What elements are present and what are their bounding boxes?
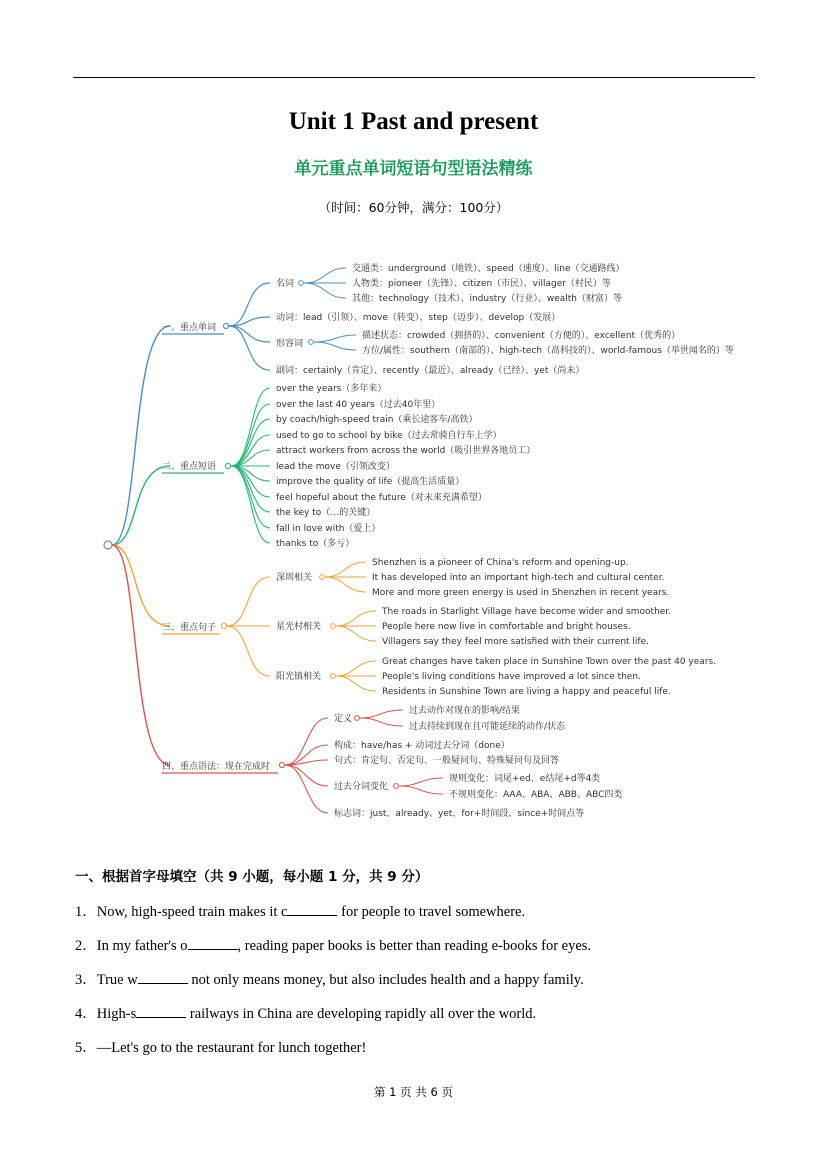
mind-map-item: the key to（…的关键） xyxy=(276,508,376,518)
question-text-before: Now, high-speed train makes it c xyxy=(96,904,288,920)
mind-map-item: 规则变化：词尾+ed、e结尾+d等4类 xyxy=(449,774,601,784)
question-1 xyxy=(75,900,525,921)
mind-map-item: over the years（多年来） xyxy=(276,384,387,394)
mind-map-item: More and more green energy is used in Shenzhen in recent years. xyxy=(372,588,670,598)
mind-map-item: 人物类：pioneer（先锋）、citizen（市民）、villager（村民）等 xyxy=(352,279,611,289)
question-text-before: High-s xyxy=(96,1006,137,1022)
page-subtitle: 单元重点单词短语句型语法精练 xyxy=(294,159,533,179)
header-rule xyxy=(73,77,755,78)
group-label: 深圳相关 xyxy=(276,573,313,583)
page-title: Unit 1 Past and present xyxy=(288,108,539,135)
mind-map-item: People here now live in comfortable and bright houses. xyxy=(382,622,631,632)
mind-map-root-node xyxy=(104,541,112,549)
question-number: 1． xyxy=(75,904,97,920)
mind-map-item: 描述状态：crowded（拥挤的）、convenient（方便的）、excellent（优秀的） xyxy=(362,331,681,341)
mind-map-item: improve the quality of life（提高生活质量） xyxy=(276,477,465,487)
mind-map-item: feel hopeful about the future（对未来充满希望） xyxy=(276,493,487,503)
answer-blank[interactable] xyxy=(136,1005,186,1018)
group-label: 星光村相关 xyxy=(276,622,322,632)
question-number: 5． xyxy=(75,1040,97,1056)
mind-map-item: over the last 40 years（过去40年里） xyxy=(276,400,441,410)
question-text-after: , reading paper books is better than reading e-books for eyes. xyxy=(237,938,592,954)
section-heading: 一、根据首字母填空（共 9 小题，每小题 1 分，共 9 分） xyxy=(75,869,429,885)
question-4 xyxy=(75,1002,536,1023)
group-label: 名词 xyxy=(276,279,295,289)
branch-label: 一、重点单词 xyxy=(162,323,217,333)
page-footer: 第 1 页 共 6 页 xyxy=(374,1085,453,1099)
mind-map-item: Residents in Sunshine Town are living a happy and peaceful life. xyxy=(382,687,671,697)
group-label: 构成：have/has + 动词过去分词（done） xyxy=(334,741,510,751)
question-3 xyxy=(75,968,584,989)
group-label: 定义 xyxy=(334,714,353,724)
branch-key-words xyxy=(162,262,734,376)
answer-blank[interactable] xyxy=(138,971,188,984)
question-text-after: for people to travel somewhere. xyxy=(337,904,526,920)
mind-map-item: 过去持续到现在且可能延续的动作/状态 xyxy=(409,722,566,732)
group-label: 副词：certainly（肯定）、recently（最近）、already（已经）、yet（尚未） xyxy=(276,366,585,376)
mind-map-item: People's living conditions have improved a lot since then. xyxy=(382,672,641,682)
question-5 xyxy=(75,1036,366,1057)
question-number: 3． xyxy=(75,972,97,988)
mind-map-item: used to go to school by bike（过去常骑自行车上学） xyxy=(276,431,502,441)
time-info: （时间：60分钟，满分：100分） xyxy=(318,200,509,215)
branch-label: 二、重点短语 xyxy=(162,462,217,472)
mind-map-item: attract workers from across the world（吸引世界各地员工） xyxy=(276,446,536,456)
mind-map-item: Great changes have taken place in Sunshine Town over the past 40 years. xyxy=(382,657,717,667)
group-label: 形容词 xyxy=(276,339,304,349)
branch-key-phrases xyxy=(162,382,535,549)
mind-map-item: fall in love with（爱上） xyxy=(276,524,381,534)
mind-map-item: The roads in Starlight Village have become wider and smoother. xyxy=(382,607,672,617)
group-label: 动词：lead（引领）、move（转变）、step（迈步）、develop（发展） xyxy=(276,313,561,323)
question-number: 4． xyxy=(75,1006,97,1022)
mind-map-item: 不规则变化：AAA、ABA、ABB、ABC四类 xyxy=(449,790,623,800)
mind-map-item: Villagers say they feel more satisfied with their current life. xyxy=(382,637,649,647)
question-text-before: In my father's o xyxy=(96,938,188,954)
answer-blank[interactable] xyxy=(188,937,238,950)
mind-map-item: 方位/属性：southern（南部的）、high-tech（高科技的）、world-famous（举世闻名的）等 xyxy=(362,346,734,356)
branch-key-sentences xyxy=(162,558,716,697)
mind-map-item: It has developed into an important high-tech and cultural center. xyxy=(372,573,665,583)
question-number: 2． xyxy=(75,938,97,954)
group-label: 标志词：just、already、yet、for+时间段、since+时间点等 xyxy=(334,809,585,819)
answer-blank[interactable] xyxy=(287,903,337,916)
branch-label: 三、重点句子 xyxy=(162,623,217,633)
mind-map-item: lead the move（引领改变） xyxy=(276,462,395,472)
mind-map-item: by coach/high-speed train（乘长途客车/高铁） xyxy=(276,415,478,425)
group-label: 过去分词变化 xyxy=(334,782,389,792)
mind-map xyxy=(0,240,827,840)
mind-map-item: 其他：technology（技术）、industry（行业）、wealth（财富）等 xyxy=(352,294,622,304)
mind-map-item: thanks to（多亏） xyxy=(276,539,355,549)
mind-map-item: 过去动作对现在的影响/结果 xyxy=(409,706,521,716)
question-text-after: railways in China are developing rapidly all over the world. xyxy=(186,1006,537,1022)
group-label: 阳光镇相关 xyxy=(276,672,322,682)
mind-map-item: Shenzhen is a pioneer of China's reform and opening-up. xyxy=(372,558,629,568)
question-text-before: True w xyxy=(96,972,138,988)
question-2 xyxy=(75,934,591,955)
branch-label: 四、重点语法：现在完成时 xyxy=(162,762,271,772)
question-text-after: not only means money, but also includes health and a happy family. xyxy=(187,972,584,988)
branch-key-grammar xyxy=(162,704,622,819)
question-text-before: —Let's go to the restaurant for lunch together! xyxy=(96,1040,367,1056)
group-label: 句式：肯定句、否定句、一般疑问句、特殊疑问句及回答 xyxy=(334,756,560,766)
mind-map-item: 交通类：underground（地铁）、speed（速度）、line（交通路线） xyxy=(352,264,625,274)
